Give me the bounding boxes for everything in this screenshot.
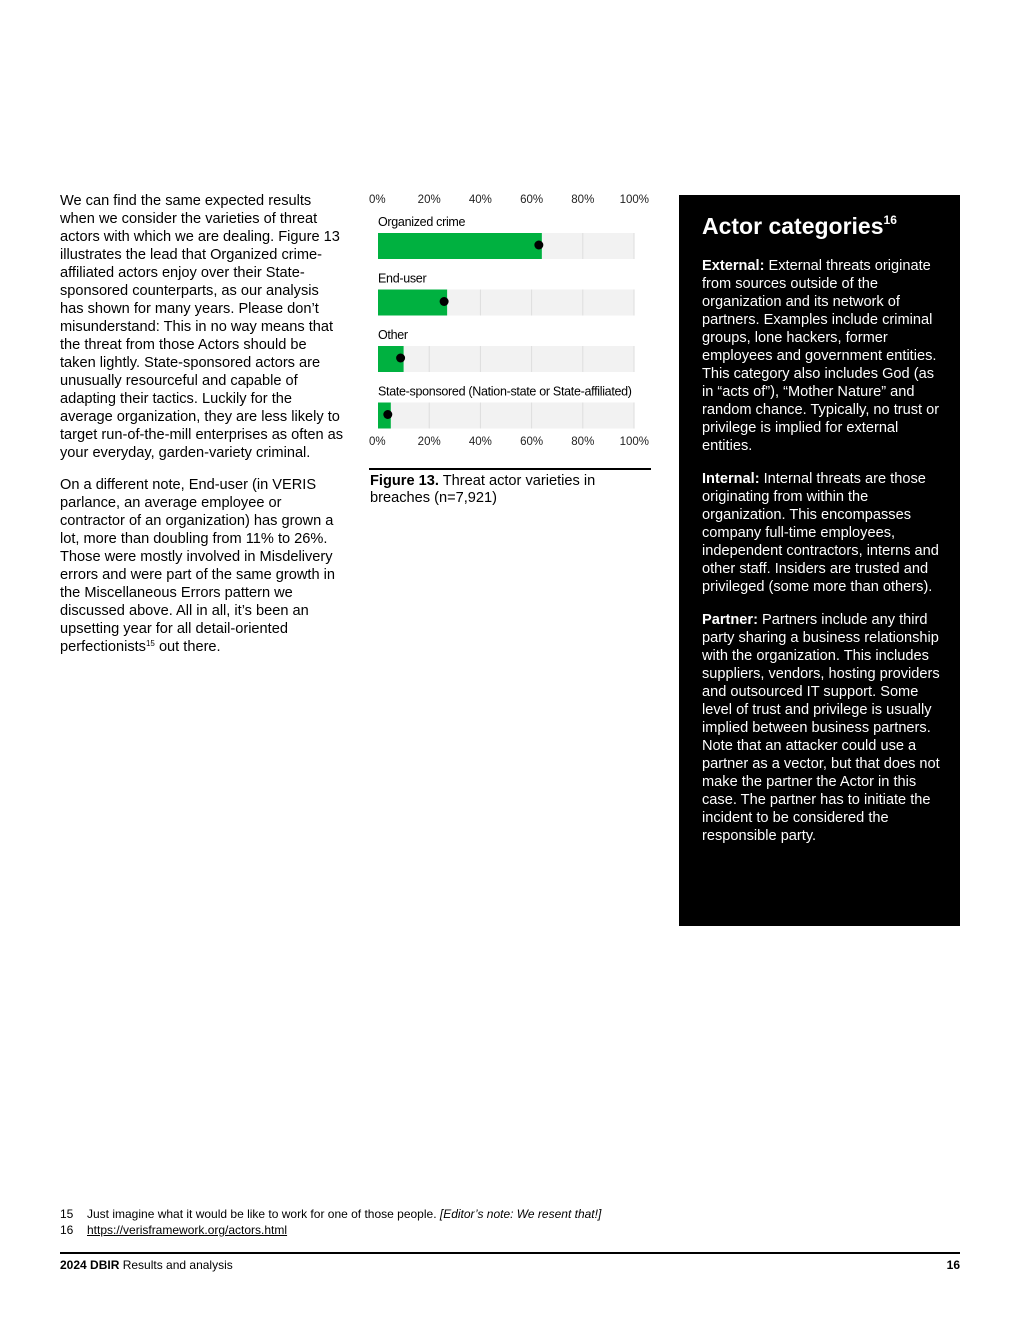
footnote-15-text: Just imagine what it would be like to work for one of those people.	[87, 1207, 440, 1221]
internal-text: Internal threats are those originating from within the organization. This encompasses company full-time employees, independent contractors, interns and other staff. Insiders are trusted and privileged (some more than others).	[702, 471, 939, 595]
point-estimate-dot	[534, 241, 543, 250]
sidebar-partner	[702, 611, 940, 845]
actor-categories-sidebar	[679, 195, 960, 926]
bar-track	[378, 346, 634, 372]
footer-divider	[60, 1252, 960, 1254]
figure-label: Figure 13.	[370, 473, 439, 489]
tick-label-bottom: 20%	[417, 436, 441, 448]
body-text-column	[60, 192, 344, 670]
tick-label-bottom: 60%	[520, 436, 544, 448]
tick-label-bottom: 80%	[571, 436, 595, 448]
footer-title	[60, 1258, 233, 1272]
footnotes	[60, 1206, 960, 1238]
point-estimate-dot	[440, 297, 449, 306]
sidebar-internal	[702, 470, 940, 596]
footnote-ref-16[interactable]: 16	[883, 213, 897, 227]
bar-track	[378, 403, 634, 429]
footnote-number: 16	[60, 1223, 74, 1237]
figure-divider	[369, 468, 651, 470]
tick-label-bottom: 0%	[369, 436, 386, 448]
tick-label-top: 40%	[468, 194, 492, 206]
threat-actor-chart	[366, 190, 656, 452]
internal-label: Internal:	[702, 471, 760, 487]
sidebar-title	[702, 211, 940, 241]
tick-label-bottom: 100%	[619, 436, 649, 448]
category-label: State-sponsored (Nation-state or State-affiliated)	[378, 384, 632, 399]
tick-label-top: 60%	[520, 194, 544, 206]
partner-label: Partner:	[702, 612, 758, 628]
tick-label-top: 0%	[369, 194, 386, 206]
tick-label-top: 20%	[417, 194, 441, 206]
footnote-16	[60, 1222, 960, 1238]
chart-canvas	[366, 190, 656, 452]
footnote-15-editor-note: [Editor’s note: We resent that!]	[439, 1207, 602, 1221]
point-estimate-dot	[396, 354, 405, 363]
partner-text: Partners include any third party sharing a business relationship with the organization. This includes suppliers, vendors, hosting providers and outsourced IT support. Some level of trust and privilege is usually implied between business partners. Note that an attacker could use a partner as a vector, but that does not make the partner the Actor in this case. The partner has to initiate the incident to be considered the responsible party.	[702, 612, 940, 844]
footnote-text	[87, 1206, 601, 1222]
paragraph-actor-varieties: We can find the same expected results when we consider the varieties of threat actors with which we are dealing. Figure 13 illustrates the lead that Organized crime-affiliated actors enjoy over their State-sponsored counterparts, as our analysis has shown for many years. Please don’t misunderstand: This in no way means that the threat from those Actors should be taken lightly. State-sponsored actors are unusually resourceful and capable of adapting their tactics. Luckily for the average organization, they are less likely to target run-of-the-mill enterprises as often as your everyday, garden-variety criminal.	[60, 193, 344, 461]
paragraph-end-user-end: out there.	[154, 639, 221, 655]
footer-section: Results and analysis	[119, 1258, 233, 1272]
category-label: Organized crime	[378, 215, 466, 229]
footnote-ref-15[interactable]: 15	[145, 639, 155, 648]
sidebar-title-text: Actor categories	[702, 213, 884, 239]
paragraph-end-user	[60, 476, 344, 656]
sidebar-external	[702, 257, 940, 455]
figure-caption-text: Threat actor varieties in breaches (n=7,921)	[370, 473, 596, 506]
tick-label-bottom: 40%	[468, 436, 492, 448]
external-text: External threats originate from sources outside of the organization and its network of partners. Examples include criminal groups, lone hackers, former employees and government entities. This category also includes God (as in “acts of”), “Mother Nature” and random chance. Typically, no trust or privilege is implied for external entities.	[702, 258, 940, 454]
category-label: Other	[378, 328, 408, 342]
category-label: End-user	[378, 271, 427, 286]
bar	[378, 290, 447, 316]
tick-label-top: 80%	[571, 194, 595, 206]
footer-brand: 2024 DBIR	[60, 1258, 120, 1272]
chart-svg	[366, 190, 656, 452]
footnote-15	[60, 1206, 960, 1222]
tick-label-top: 100%	[619, 194, 649, 206]
point-estimate-dot	[383, 410, 392, 419]
external-label: External:	[702, 258, 765, 274]
footnote-number: 15	[60, 1207, 74, 1221]
veris-actors-link[interactable]: https://verisframework.org/actors.html	[87, 1223, 288, 1237]
bar	[378, 233, 542, 259]
figure-caption	[370, 473, 652, 507]
page-number: 16	[946, 1258, 960, 1272]
paragraph-end-user-text: On a different note, End-user (in VERIS parlance, an average employee or contractor of an organization) has grown a lot, more than doubling from 11% to 26%. Those were mostly involved in Misdelivery errors and were part of the same growth in the Miscellaneous Errors pattern we discussed above. All in all, it’s been an upsetting year for all detail-oriented perfectionists	[60, 477, 335, 655]
